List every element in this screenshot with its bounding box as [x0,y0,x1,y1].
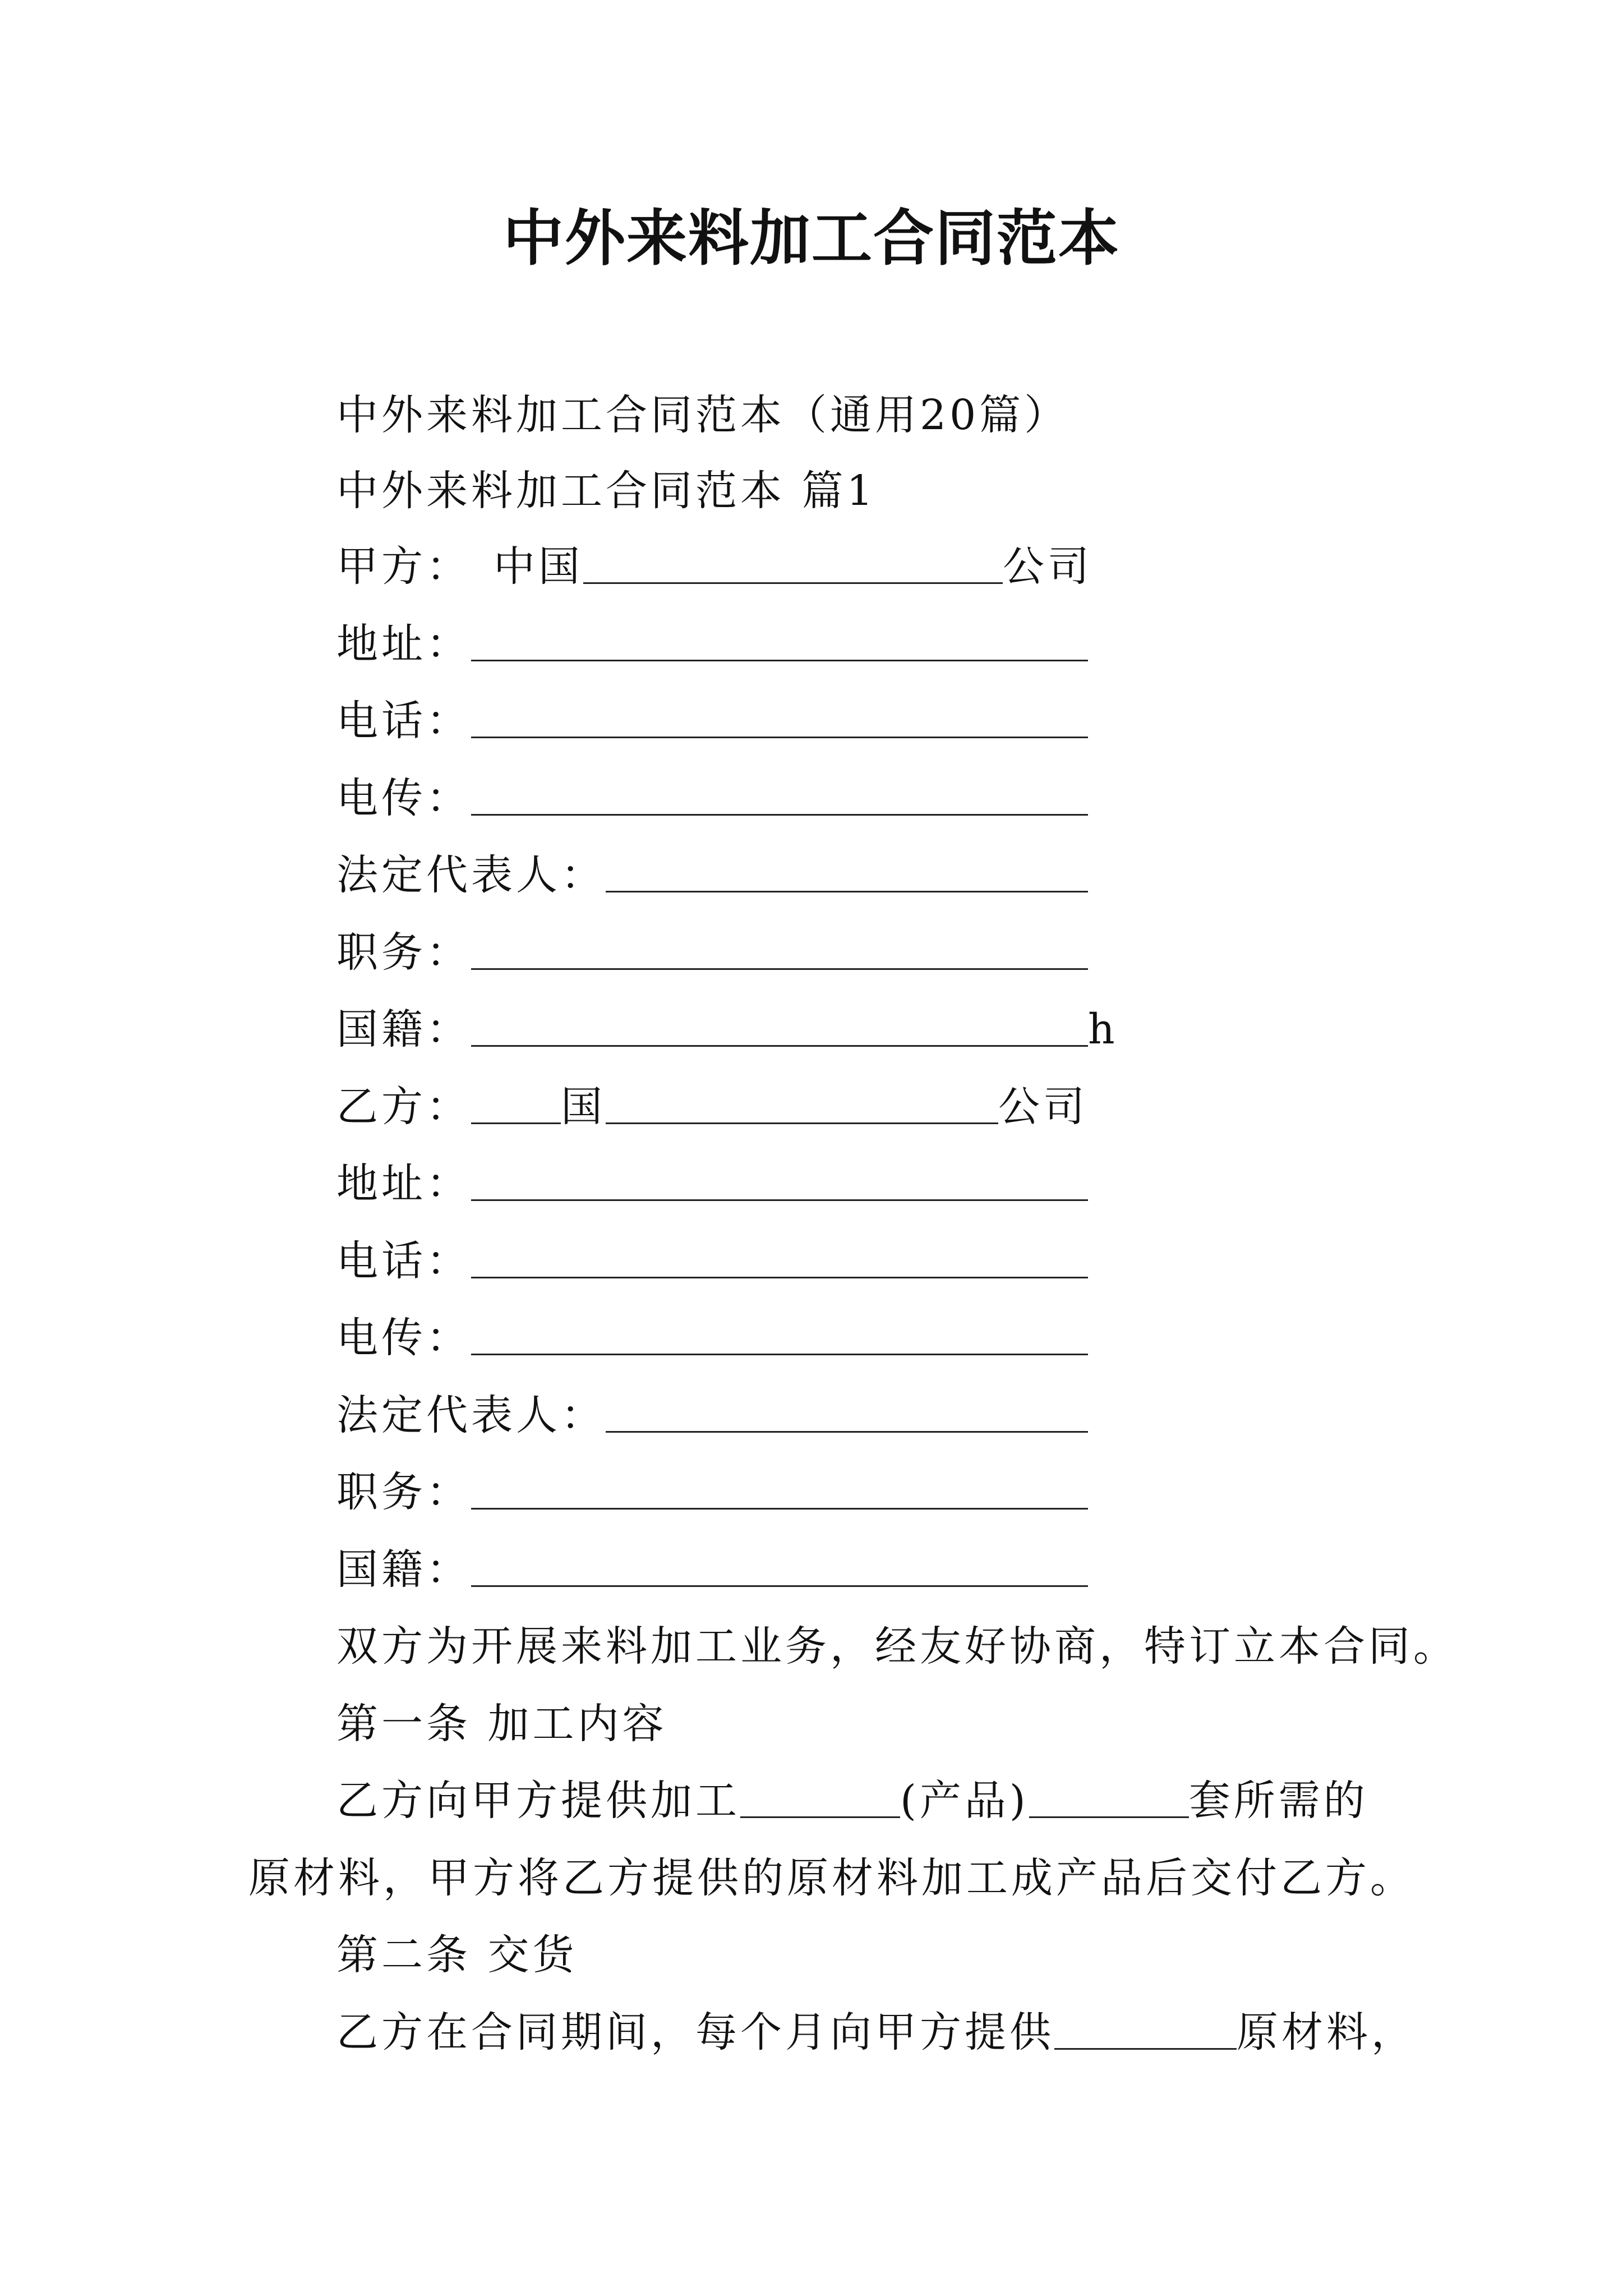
party-b-nationality-blank [471,1550,1088,1587]
party-b-country: 国 [561,1083,606,1131]
party-a-rep-label: 法定代表人： [336,851,606,899]
party-b-fax-label: 电传： [336,1314,471,1362]
party-a-suffix: 公司 [1003,542,1092,591]
party-a-address-label: 地址： [336,620,471,668]
article-2-text-b: 原材料， [1237,2008,1416,2056]
party-b-fax-blank [471,1319,1088,1355]
document-title: 中外来料加工合同范本 [502,203,1120,274]
party-a-nationality-label: 国籍： [336,1005,471,1053]
party-b-position-line [336,1464,1088,1520]
party-b-company-blank [606,1088,998,1124]
article-1-quantity-blank [1029,1782,1189,1818]
article-2-paragraph-line-1 [336,2004,1416,2060]
party-a-fax-label: 电传： [336,774,471,822]
party-a-address-blank [471,625,1088,661]
party-a-rep-blank [606,856,1088,892]
party-b-nationality-line [336,1542,1088,1598]
party-b-nationality-label: 国籍： [336,1545,471,1594]
party-a-nationality-line [336,1001,1118,1057]
party-a-fax-blank [471,779,1088,816]
party-b-position-blank [471,1473,1088,1510]
party-a-phone-blank [471,702,1088,738]
party-a-nationality-trailing: h [1088,1005,1118,1053]
article-1-title: 第一条 加工内容 [336,1700,667,1748]
party-a-position-blank [471,933,1088,970]
party-b-phone-label: 电话： [336,1237,471,1285]
section-heading: 中外来料加工合同范本 篇1 [336,467,877,515]
article-1-paragraph-line-1 [336,1773,1368,1829]
subtitle: 中外来料加工合同范本（通用20篇） [336,391,1069,439]
party-b-phone-blank [471,1242,1088,1278]
party-b-label: 乙方： [336,1083,471,1131]
party-a-label: 甲方： [336,542,471,591]
party-b-address-label: 地址： [336,1159,471,1208]
party-b-rep-blank [606,1396,1088,1433]
article-1-paragraph-line-2: 原材料，甲方将乙方提供的原材料加工成产品后交付乙方。 [248,1854,1415,1902]
party-a-position-line [336,924,1088,981]
article-1-product-blank [740,1782,900,1818]
party-a-address-line [336,616,1088,672]
party-b-fax-line [336,1310,1088,1366]
party-b-suffix: 公司 [998,1083,1088,1131]
article-1-text-c: 套所需的 [1188,1777,1368,1825]
party-a-phone-label: 电话： [336,697,471,745]
article-2-text-a: 乙方在合同期间，每个月向甲方提供 [336,2008,1054,2056]
party-a-position-label: 职务： [336,928,471,977]
party-b-address-blank [471,1165,1088,1201]
party-a-fax-line [336,770,1088,826]
article-2-material-blank [1054,2013,1237,2050]
party-a-prefix: 中国 [494,542,583,591]
article-1-text-b: (产品) [900,1777,1029,1825]
party-b-line [336,1079,1088,1135]
party-b-phone-line [336,1233,1088,1289]
article-2-title: 第二条 交货 [336,1931,578,1979]
party-b-address-line [336,1156,1088,1212]
party-b-position-label: 职务： [336,1468,471,1516]
intro-text: 双方为开展来料加工业务，经友好协商，特订立本合同。 [336,1622,1458,1671]
party-a-rep-line [336,847,1088,903]
party-b-rep-label: 法定代表人： [336,1391,606,1439]
party-a-nationality-blank [471,1010,1088,1047]
party-b-country-blank [471,1088,561,1124]
article-1-text-a: 乙方向甲方提供加工 [336,1777,740,1825]
party-a-company-blank [583,547,1003,584]
party-a-line [336,539,1092,595]
party-a-phone-line [336,693,1088,749]
party-b-rep-line [336,1387,1088,1443]
